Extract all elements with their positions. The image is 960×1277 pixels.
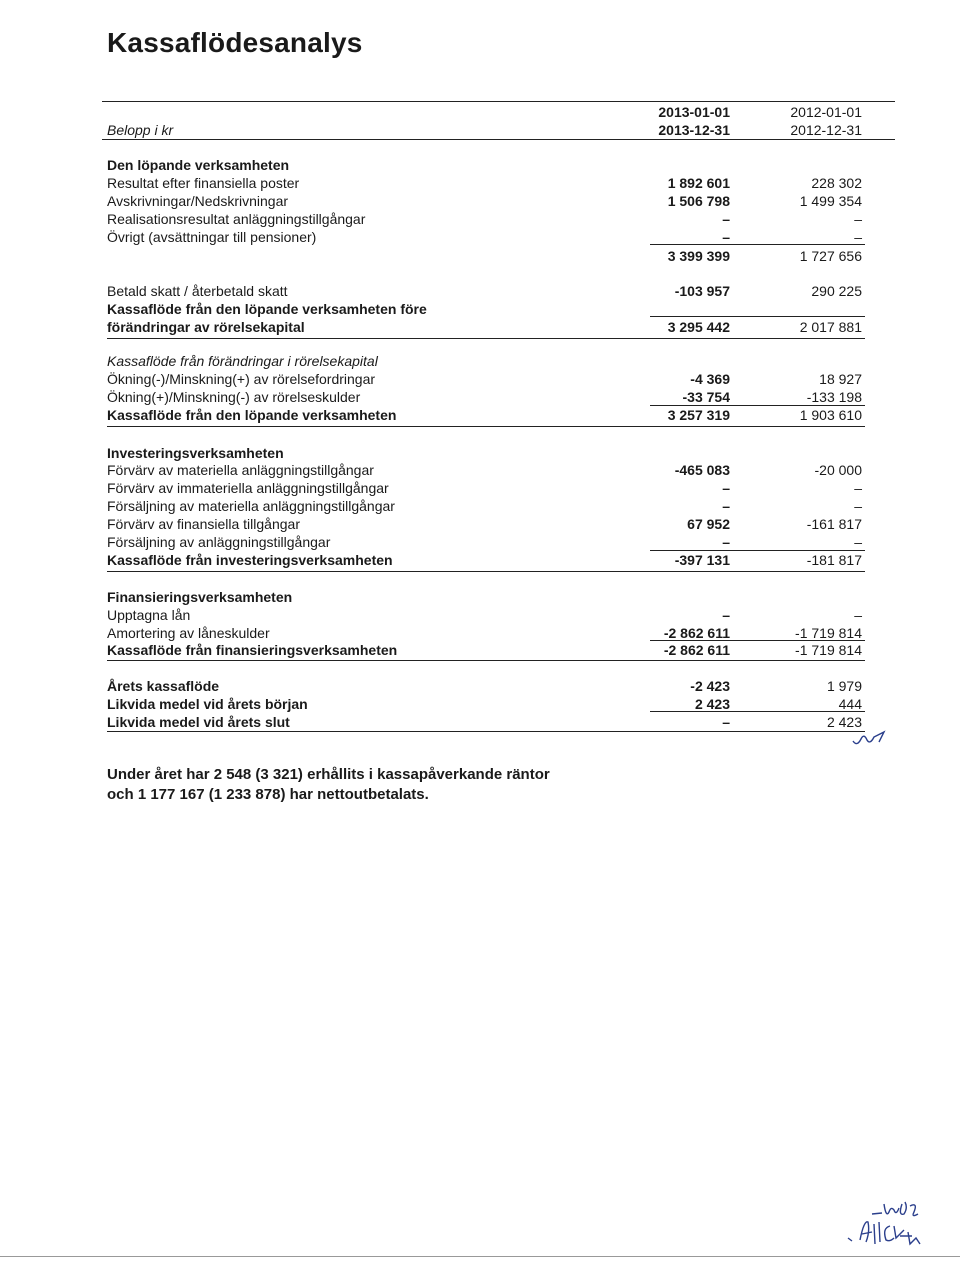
row-label: Amortering av låneskulder <box>107 625 270 641</box>
note-line-2: och 1 177 167 (1 233 878) har nettoutbetalats. <box>107 786 429 803</box>
value-2013: -2 423 <box>690 678 730 694</box>
page-title: Kassaflödesanalys <box>107 27 363 58</box>
row-label: Förvärv av materiella anläggningstillgångar <box>107 462 374 478</box>
row-label: Realisationsresultat anläggningstillgångar <box>107 211 366 227</box>
unit-label: Belopp i kr <box>107 122 174 138</box>
value-2012: -133 198 <box>806 389 862 405</box>
row-label: Resultat efter finansiella poster <box>107 175 300 191</box>
row-label: Finansieringsverksamheten <box>107 589 293 605</box>
table-row <box>0 192 960 210</box>
value-2012: 1 727 656 <box>799 248 862 264</box>
value-2013: -2 862 611 <box>663 642 730 658</box>
handwritten-initials-signature <box>842 1192 942 1254</box>
value-2012: 2 017 881 <box>799 319 862 335</box>
value-2013: – <box>722 534 730 550</box>
value-2012: 1 903 610 <box>799 407 862 423</box>
col1-to-date: 2013-12-31 <box>658 122 730 138</box>
value-2013: -397 131 <box>674 552 730 568</box>
row-label: Ökning(+)/Minskning(-) av rörelseskulder <box>107 389 361 405</box>
interest-note <box>107 765 550 805</box>
value-2013: – <box>722 480 730 496</box>
table-row <box>0 210 960 228</box>
value-2012: -161 817 <box>806 516 862 532</box>
value-2012: 290 225 <box>811 283 862 299</box>
row-label: Övrigt (avsättningar till pensioner) <box>107 229 317 245</box>
value-2013: – <box>722 498 730 514</box>
table-row <box>0 370 960 388</box>
table-row <box>0 282 960 300</box>
table-row <box>0 388 960 406</box>
row-label: Den löpande verksamheten <box>107 157 290 173</box>
total-rule <box>107 338 865 339</box>
table-row <box>0 479 960 497</box>
total-rule <box>107 571 865 572</box>
value-2013: – <box>722 229 730 245</box>
table-row <box>0 551 960 569</box>
table-row <box>0 461 960 479</box>
table-row <box>0 352 960 370</box>
table-row <box>0 156 960 174</box>
table-row <box>0 606 960 624</box>
col2-from-date: 2012-01-01 <box>790 104 862 120</box>
value-2013: – <box>722 607 730 623</box>
value-2012: -1 719 814 <box>795 642 862 658</box>
row-label: Likvida medel vid årets början <box>107 696 308 712</box>
row-label: Kassaflöde från finansieringsverksamheten <box>107 642 398 658</box>
value-2013: -103 957 <box>674 283 730 299</box>
value-2012: 18 927 <box>819 371 862 387</box>
total-rule <box>107 426 865 427</box>
value-2013: -2 862 611 <box>663 625 730 641</box>
row-label: Betald skatt / återbetald skatt <box>107 283 288 299</box>
value-2013: 1 506 798 <box>667 193 730 209</box>
table-row <box>0 247 960 265</box>
value-2013: -465 083 <box>674 462 730 478</box>
note-line-1: Under året har 2 548 (3 321) erhållits i kassapåverkande räntor <box>107 766 550 783</box>
value-2012: – <box>854 229 862 245</box>
value-2012: 1 979 <box>826 678 862 694</box>
col2-to-date: 2012-12-31 <box>790 122 862 138</box>
row-label: Förvärv av finansiella tillgångar <box>107 516 300 532</box>
total-rule <box>107 660 865 661</box>
row-label: Förvärv av immateriella anläggningstillgångar <box>107 480 389 496</box>
table-row <box>0 713 960 731</box>
value-2013: – <box>722 714 730 730</box>
value-2013: 3 399 399 <box>667 248 730 264</box>
row-label: Försäljning av materiella anläggningstillgångar <box>107 498 395 514</box>
value-2012: 228 302 <box>811 175 862 191</box>
value-2012: – <box>854 534 862 550</box>
header-bottom-rule <box>102 139 895 140</box>
table-row <box>0 533 960 551</box>
value-2012: 444 <box>838 696 862 712</box>
row-label: Försäljning av anläggningstillgångar <box>107 534 331 550</box>
value-2013: 3 295 442 <box>667 319 730 335</box>
row-label: Årets kassaflöde <box>107 678 220 694</box>
table-row <box>0 406 960 424</box>
row-label: Upptagna lån <box>107 607 191 623</box>
row-label: Investeringsverksamheten <box>107 445 284 461</box>
value-2012: 2 423 <box>826 714 862 730</box>
value-2012: -181 817 <box>806 552 862 568</box>
table-row <box>0 318 960 336</box>
row-label: Kassaflöde från investeringsverksamheten <box>107 552 393 568</box>
value-2013: -33 754 <box>682 389 730 405</box>
table-row <box>0 515 960 533</box>
table-row <box>0 641 960 659</box>
value-2012: – <box>854 211 862 227</box>
value-2012: -1 719 814 <box>795 625 862 641</box>
header-top-rule <box>102 101 895 102</box>
row-label: Avskrivningar/Nedskrivningar <box>107 193 289 209</box>
value-2013: 1 892 601 <box>667 175 730 191</box>
value-2013: -4 369 <box>690 371 730 387</box>
row-label: Kassaflöde från den löpande verksamheten <box>107 407 397 423</box>
value-2012: – <box>854 480 862 496</box>
value-2012: – <box>854 498 862 514</box>
value-2013: 67 952 <box>687 516 730 532</box>
subtotal-rule <box>650 244 865 245</box>
page-bottom-rule <box>0 1256 960 1257</box>
handwritten-check-mark <box>850 727 890 749</box>
value-2013: 3 257 319 <box>667 407 730 423</box>
value-2013: 2 423 <box>694 696 730 712</box>
table-row <box>0 588 960 606</box>
row-label: Kassaflöde från förändringar i rörelsekapital <box>107 353 378 369</box>
table-row <box>0 677 960 695</box>
value-2012: 1 499 354 <box>799 193 862 209</box>
subtotal-rule <box>650 316 865 317</box>
table-row <box>0 444 960 462</box>
value-2013: – <box>722 211 730 227</box>
table-row <box>0 497 960 515</box>
table-row <box>0 174 960 192</box>
row-label: Likvida medel vid årets slut <box>107 714 290 730</box>
subtotal-rule <box>650 711 865 712</box>
row-label: Ökning(-)/Minskning(+) av rörelsefordringar <box>107 371 376 387</box>
value-2012: -20 000 <box>814 462 862 478</box>
col1-from-date: 2013-01-01 <box>658 104 730 120</box>
row-label: Kassaflöde från den löpande verksamheten före <box>107 301 427 317</box>
total-rule <box>107 731 865 732</box>
value-2012: – <box>854 607 862 623</box>
row-label: förändringar av rörelsekapital <box>107 319 305 335</box>
